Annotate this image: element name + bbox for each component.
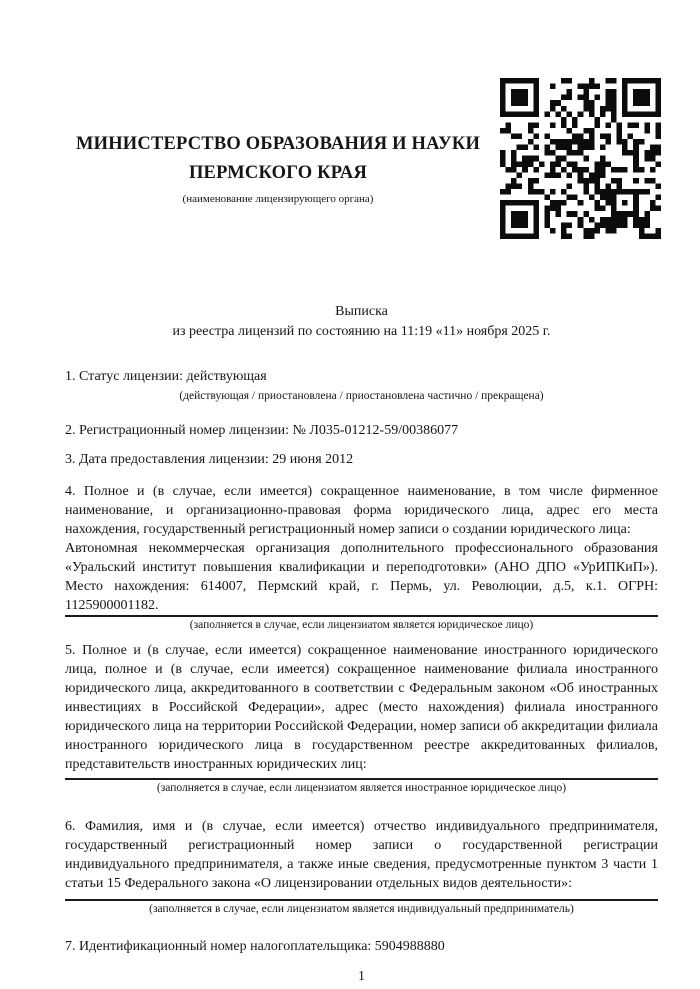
authority-name-line2: ПЕРМСКОГО КРАЯ (188, 163, 368, 183)
item-4-legal-entity (65, 482, 658, 632)
item-4-value: Автономная некоммерческая организация дополнительного профессионального образования «Уральский институт повышения квалификации и переподготовки» (АНО ДПО «УрИПКиП»). Место нахождения: 614007, Пермский край, г. Пермь, ул. Революции, д.5, к.1. ОГРН: 1125900001182. (65, 541, 658, 613)
title-line2: из реестра лицензий по состоянию на 11:19 «11» ноября 2025 г. (172, 324, 551, 339)
item-5-prompt: 5. Полное и (в случае, если имеется) сокращенное наименование иностранного юридического лица, полное и (в случае, если имеется) сокращенное наименование филиала иностранного юридического лица, аккредитованного в соответствии с Федеральным законом «Об иностранных инвестициях в Российской Федерации», адрес (место нахождения) филиала иностранного юридического лица на территории Российской Федерации, номер записи об аккредитации филиала иностранного юридического лица в государственном реестре аккредитованных филиалов, представительств иностранных юридических лиц: (65, 643, 658, 772)
item-5-foreign-entity (65, 641, 658, 795)
fill-in-rule (65, 615, 658, 617)
item-6-prompt: 6. Фамилия, имя и (в случае, если имеется) отчество индивидуального предпринимателя, государственный регистрационный номер записи о государственной регистрации индивидуального предпринимателя, а также иные сведения, предусмотренные пунктом 3 части 1 статьи 15 Федерального закона «О лицензировании отдельных видов деятельности»: (65, 819, 658, 891)
item-1-text: 1. Статус лицензии: действующая (65, 369, 267, 384)
document-title (65, 302, 658, 342)
item-3-grant-date: 3. Дата предоставления лицензии: 29 июня 2012 (65, 452, 354, 467)
authority-name-line1: МИНИСТЕРСТВО ОБРАЗОВАНИЯ И НАУКИ (75, 134, 481, 154)
document-body (65, 302, 658, 986)
item-4-caption: (заполняется в случае, если лицензиатом является юридическое лицо) (189, 619, 534, 631)
title-line1: Выписка (335, 304, 388, 319)
authority-name-caption: (наименование лицензирующего органа) (182, 193, 374, 205)
item-5-caption: (заполняется в случае, если лицензиатом является иностранное юридическое лицо) (156, 782, 567, 794)
page-number: 1 (358, 969, 365, 984)
qr-code-icon (500, 78, 661, 239)
fill-in-rule (65, 899, 658, 901)
item-7-taxpayer-id: 7. Идентификационный номер налогоплательщика: 5904988880 (65, 939, 445, 954)
item-1-caption: (действующая / приостановлена / приостановлена частично / прекращена) (179, 390, 544, 402)
item-6-individual-entrepreneur (65, 817, 658, 916)
item-6-caption: (заполняется в случае, если лицензиатом является индивидуальный предприниматель) (149, 903, 574, 915)
item-1-license-status (65, 367, 658, 403)
item-4-prompt: 4. Полное и (в случае, если имеется) сокращенное наименование, в том числе фирменное наименование, и организационно-правовая форма юридического лица, адрес его места нахождения, государственный регистрационный номер записи о создании юридического лица: (65, 484, 658, 537)
licensing-authority-header (60, 130, 496, 206)
item-2-registration-number: 2. Регистрационный номер лицензии: № Л035-01212-59/00386077 (65, 423, 459, 438)
fill-in-rule (65, 778, 658, 780)
